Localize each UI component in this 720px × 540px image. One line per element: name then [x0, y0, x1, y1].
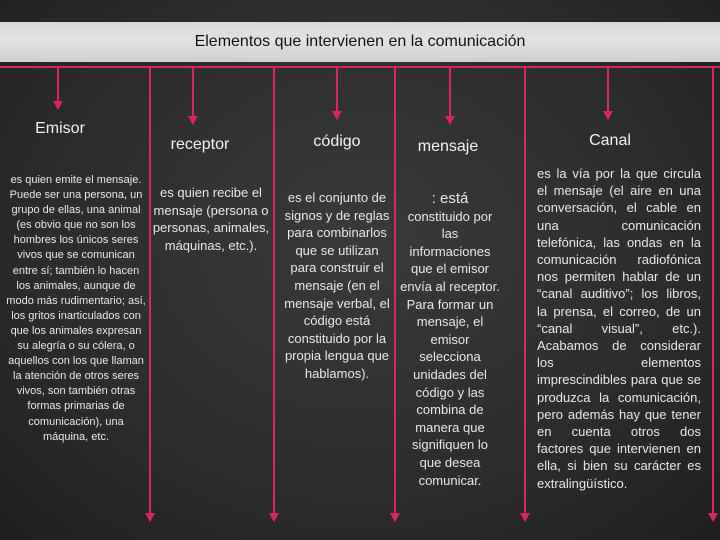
arrow-down-right — [708, 68, 718, 522]
arrow-down-left — [145, 68, 155, 522]
arrow-to-receptor — [188, 68, 198, 125]
canal-description: es la vía por la que circula el mensaje (el aire en una conversación, el cable en una comunicación telefónica, las ondas en la comunicación radiofónica nos permiten hablar de un “canal auditivo”; los libros, la prensa, el correo, de un “canal visual”, etc.). Acabamos de considerar los elementos imprescindibles para que se produzca la comunicación, pero además hay que tener en cuenta otros dos factores que intervienen en ella, si bien su carácter es extralingüístico. — [537, 166, 701, 491]
arrow-to-mensaje — [445, 68, 455, 125]
mensaje-prefix: : está — [431, 190, 469, 207]
arrow-to-emisor — [53, 68, 63, 110]
heading-codigo: código — [313, 133, 361, 150]
slide-title: Elementos que intervienen en la comunicación — [194, 33, 526, 50]
heading-canal: Canal — [589, 132, 631, 149]
receptor-description: es quien recibe el mensaje (persona o personas, animales, máquinas, etc.). — [152, 185, 270, 253]
arrow-to-canal — [603, 68, 613, 120]
mensaje-description — [400, 190, 500, 489]
codigo-description: es el conjunto de signos y de reglas para combinarlos que se utilizan para construir el mensaje (en el mensaje verbal, el código está constituido por la propia lengua que hablamos). — [284, 190, 390, 381]
heading-emisor: Emisor — [35, 120, 85, 137]
arrow-down-mid-left — [269, 68, 279, 522]
heading-receptor: receptor — [170, 136, 230, 153]
arrow-down-mid-right — [520, 68, 530, 522]
arrow-down-mid — [390, 68, 400, 522]
arrow-to-codigo — [332, 68, 342, 120]
mensaje-text: constituido por las informaciones que el emisor envía al receptor. Para formar un mensaje, el emisor selecciona unidades del código y las combina de manera que signifiquen lo que desea comunicar. — [400, 208, 500, 488]
emisor-description: es quien emite el mensaje. Puede ser una persona, un grupo de ellas, una animal (es obvio que no son los hombres los únicos seres vivos que se comunican entre sí; también lo hacen los animales, aunque de modo más rudimentario; así, los gritos inarticulados con que los animales expresan su alegría o su cólera, o aquellos con los que llaman la atención de otros seres vivos, son también otras formas primarias de comunicación), una máquina, etc. — [6, 174, 146, 443]
heading-mensaje: mensaje — [417, 138, 479, 155]
